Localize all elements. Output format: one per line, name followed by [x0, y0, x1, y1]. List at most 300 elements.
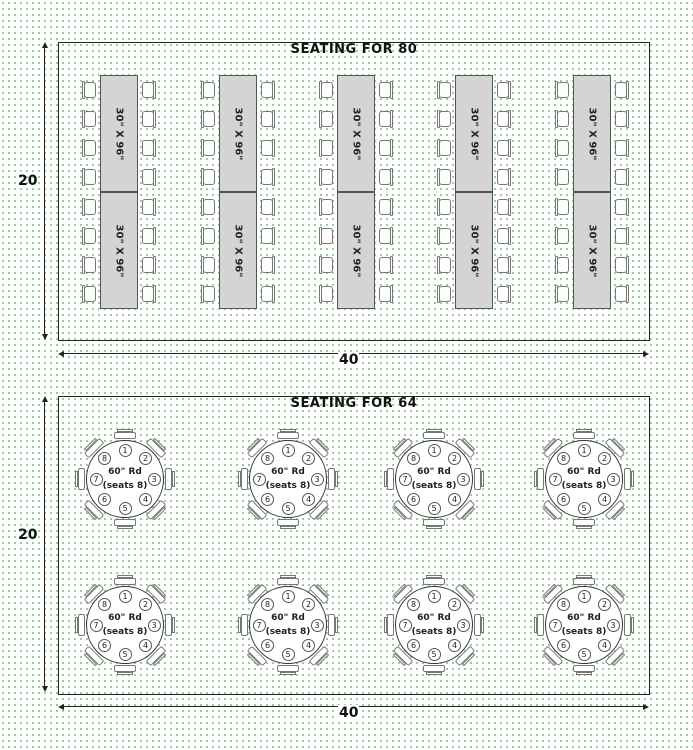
seat-number: 5 — [428, 648, 441, 661]
chair — [377, 81, 393, 99]
seat-number: 5 — [578, 502, 591, 515]
rectangular-table-label: 30" X 96" — [586, 107, 598, 160]
chair-seat — [203, 82, 215, 98]
chair-back — [319, 227, 322, 245]
rectangular-table — [337, 75, 375, 192]
seat-number: 4 — [302, 493, 315, 506]
round-table-chair — [384, 468, 394, 490]
round-chair-seat — [114, 578, 136, 585]
chair — [495, 110, 511, 128]
round-chair-seat — [573, 432, 595, 439]
chair-back — [437, 256, 440, 274]
chair-back — [272, 81, 275, 99]
chair — [555, 168, 571, 186]
round-table-chair — [328, 468, 338, 490]
seat-number: 6 — [261, 493, 274, 506]
round-chair-seat — [165, 468, 172, 490]
chair-seat — [439, 228, 451, 244]
chair-back — [437, 227, 440, 245]
chair-seat — [557, 140, 569, 156]
round-chair-back — [631, 617, 634, 633]
seat-number: 1 — [282, 444, 295, 457]
round-table-capacity-label: (seats 8) — [102, 627, 148, 637]
chair-back — [201, 256, 204, 274]
chair-seat — [557, 257, 569, 273]
chair — [140, 81, 156, 99]
chair-back — [390, 81, 393, 99]
round-chair-back — [335, 471, 338, 487]
round-table-capacity-label: (seats 8) — [102, 481, 148, 491]
chair — [495, 198, 511, 216]
chair-back — [437, 110, 440, 128]
chair-seat — [84, 257, 96, 273]
chair — [201, 256, 217, 274]
chair — [259, 81, 275, 99]
chair-seat — [321, 111, 333, 127]
round-table-chair — [474, 614, 484, 636]
rectangular-table — [219, 192, 257, 309]
chair — [377, 168, 393, 186]
round-table-capacity-label: (seats 8) — [411, 627, 457, 637]
chair-back — [153, 227, 156, 245]
round-table-chair — [573, 575, 595, 585]
chair — [377, 285, 393, 303]
bottom-height-dimension-line — [44, 400, 45, 690]
bottom-width-arrow-right — [643, 704, 649, 710]
chair — [613, 110, 629, 128]
chair-back — [390, 285, 393, 303]
round-chair-seat — [78, 614, 85, 636]
chair — [201, 110, 217, 128]
seat-number: 6 — [557, 639, 570, 652]
round-chair-seat — [241, 468, 248, 490]
chair-seat — [557, 82, 569, 98]
round-chair-back — [481, 617, 484, 633]
chair-back — [153, 168, 156, 186]
round-chair-seat — [328, 614, 335, 636]
chair-back — [201, 227, 204, 245]
round-table-chair — [384, 614, 394, 636]
chair — [495, 168, 511, 186]
chair-back — [201, 168, 204, 186]
chair-seat — [84, 169, 96, 185]
chair — [319, 256, 335, 274]
top-width-label: 40 — [339, 352, 359, 368]
chair-back — [201, 198, 204, 216]
rectangular-table-label: 30" X 96" — [232, 107, 244, 160]
round-table-size-label: 60" Rd — [567, 467, 601, 477]
chair-back — [272, 285, 275, 303]
chair — [82, 168, 98, 186]
round-table-chair — [114, 429, 136, 439]
seat-number: 5 — [282, 648, 295, 661]
chair — [555, 227, 571, 245]
round-table-chair — [328, 614, 338, 636]
round-table-capacity-label: (seats 8) — [411, 481, 457, 491]
chair — [555, 285, 571, 303]
top-height-dimension-line — [44, 46, 45, 339]
chair-back — [626, 227, 629, 245]
bottom-height-label: 20 — [18, 527, 38, 543]
seat-number: 4 — [448, 493, 461, 506]
round-chair-back — [280, 526, 296, 529]
chair — [555, 139, 571, 157]
rectangular-table-label: 30" X 96" — [232, 224, 244, 277]
round-chair-seat — [423, 665, 445, 672]
seat-number: 7 — [253, 619, 266, 632]
round-chair-back — [576, 672, 592, 675]
top-panel-title: SEATING FOR 80 — [290, 42, 418, 57]
round-chair-back — [576, 526, 592, 529]
round-table-size-label: 60" Rd — [271, 613, 305, 623]
chair-back — [626, 139, 629, 157]
rectangular-table — [573, 75, 611, 192]
chair-back — [319, 81, 322, 99]
round-chair-seat — [277, 578, 299, 585]
chair — [437, 227, 453, 245]
seat-number: 7 — [90, 619, 103, 632]
chair-seat — [321, 169, 333, 185]
rectangular-table-label: 30" X 96" — [350, 107, 362, 160]
chair-back — [153, 256, 156, 274]
top-seating-panel — [58, 42, 650, 341]
chair-seat — [321, 82, 333, 98]
round-chair-seat — [241, 614, 248, 636]
seat-number: 6 — [98, 493, 111, 506]
seat-number: 4 — [302, 639, 315, 652]
seat-number: 3 — [457, 473, 470, 486]
chair-back — [508, 256, 511, 274]
chair-back — [319, 139, 322, 157]
chair-back — [437, 139, 440, 157]
seat-number: 2 — [139, 452, 152, 465]
chair — [140, 139, 156, 157]
round-table-chair — [165, 468, 175, 490]
chair-seat — [557, 169, 569, 185]
chair-back — [555, 168, 558, 186]
seat-number: 5 — [578, 648, 591, 661]
seat-number: 4 — [598, 493, 611, 506]
chair-seat — [321, 199, 333, 215]
rectangular-table — [100, 192, 138, 309]
bottom-height-arrow-up — [42, 396, 48, 402]
round-chair-seat — [474, 614, 481, 636]
chair-seat — [84, 228, 96, 244]
chair-back — [626, 81, 629, 99]
chair-back — [626, 168, 629, 186]
chair — [140, 168, 156, 186]
chair-back — [626, 198, 629, 216]
chair — [259, 139, 275, 157]
chair-seat — [203, 140, 215, 156]
chair-back — [626, 110, 629, 128]
chair — [495, 139, 511, 157]
seat-number: 2 — [139, 598, 152, 611]
chair-seat — [557, 228, 569, 244]
round-chair-back — [426, 672, 442, 675]
chair — [613, 256, 629, 274]
rectangular-table — [100, 75, 138, 192]
chair-back — [201, 139, 204, 157]
seat-number: 3 — [311, 473, 324, 486]
chair — [319, 285, 335, 303]
chair — [437, 198, 453, 216]
chair — [259, 256, 275, 274]
round-table-chair — [75, 614, 85, 636]
rectangular-table-label: 30" X 96" — [113, 224, 125, 277]
chair — [82, 227, 98, 245]
chair — [259, 198, 275, 216]
seat-number: 2 — [448, 598, 461, 611]
round-table-chair — [534, 468, 544, 490]
chair-back — [437, 285, 440, 303]
chair — [377, 139, 393, 157]
chair-seat — [203, 257, 215, 273]
round-chair-seat — [277, 665, 299, 672]
chair — [259, 285, 275, 303]
seat-number: 8 — [557, 598, 570, 611]
chair-seat — [439, 169, 451, 185]
seat-number: 8 — [557, 452, 570, 465]
chair-seat — [557, 111, 569, 127]
bottom-seating-panel — [58, 396, 650, 695]
round-table-chair — [534, 614, 544, 636]
rectangular-table-label: 30" X 96" — [468, 224, 480, 277]
seat-number: 6 — [407, 493, 420, 506]
seat-number: 4 — [448, 639, 461, 652]
chair — [437, 256, 453, 274]
seat-number: 6 — [557, 493, 570, 506]
chair-seat — [203, 228, 215, 244]
round-chair-seat — [423, 578, 445, 585]
seat-number: 6 — [98, 639, 111, 652]
chair-seat — [439, 140, 451, 156]
chair — [82, 139, 98, 157]
chair — [495, 285, 511, 303]
chair — [437, 139, 453, 157]
chair — [201, 198, 217, 216]
round-chair-back — [426, 526, 442, 529]
seat-number: 3 — [607, 473, 620, 486]
top-width-arrow-right — [643, 351, 649, 357]
seat-number: 6 — [261, 639, 274, 652]
chair-back — [319, 110, 322, 128]
round-chair-seat — [114, 432, 136, 439]
chair — [140, 285, 156, 303]
top-height-arrow-down — [42, 334, 48, 340]
seat-number: 8 — [261, 452, 274, 465]
round-chair-back — [335, 617, 338, 633]
chair — [259, 110, 275, 128]
seat-number: 4 — [139, 639, 152, 652]
chair-seat — [439, 111, 451, 127]
bottom-width-arrow-left — [58, 704, 64, 710]
seat-number: 7 — [253, 473, 266, 486]
round-chair-seat — [387, 468, 394, 490]
chair — [555, 110, 571, 128]
chair — [82, 285, 98, 303]
seat-number: 5 — [282, 502, 295, 515]
round-chair-back — [631, 471, 634, 487]
chair-back — [555, 81, 558, 99]
seat-number: 7 — [549, 619, 562, 632]
chair — [437, 285, 453, 303]
round-chair-seat — [624, 468, 631, 490]
seat-number: 7 — [549, 473, 562, 486]
chair-back — [82, 110, 85, 128]
chair — [201, 285, 217, 303]
chair — [613, 139, 629, 157]
seat-number: 8 — [407, 598, 420, 611]
chair — [319, 227, 335, 245]
rectangular-table — [337, 192, 375, 309]
chair-seat — [557, 286, 569, 302]
chair-back — [201, 110, 204, 128]
chair-back — [82, 139, 85, 157]
round-table-chair — [114, 519, 136, 529]
round-chair-back — [481, 471, 484, 487]
chair-back — [272, 110, 275, 128]
chair — [82, 110, 98, 128]
chair — [140, 110, 156, 128]
chair — [319, 198, 335, 216]
chair — [613, 168, 629, 186]
round-table-chair — [75, 468, 85, 490]
chair-back — [319, 256, 322, 274]
round-table-capacity-label: (seats 8) — [265, 627, 311, 637]
chair-back — [272, 256, 275, 274]
chair-back — [508, 227, 511, 245]
chair — [377, 227, 393, 245]
chair-back — [555, 139, 558, 157]
round-table-chair — [165, 614, 175, 636]
round-table-chair — [573, 429, 595, 439]
chair — [613, 81, 629, 99]
round-table-capacity-label: (seats 8) — [265, 481, 311, 491]
chair — [82, 256, 98, 274]
seat-number: 8 — [98, 452, 111, 465]
seat-number: 8 — [98, 598, 111, 611]
round-table-chair — [624, 614, 634, 636]
round-table-chair — [423, 519, 445, 529]
chair — [437, 110, 453, 128]
round-table-chair — [573, 519, 595, 529]
chair — [82, 81, 98, 99]
round-table-size-label: 60" Rd — [417, 467, 451, 477]
chair-back — [319, 285, 322, 303]
seat-number: 1 — [578, 444, 591, 457]
chair — [259, 168, 275, 186]
chair — [140, 256, 156, 274]
chair — [201, 139, 217, 157]
rectangular-table-label: 30" X 96" — [586, 224, 598, 277]
round-table-chair — [573, 665, 595, 675]
round-chair-seat — [114, 519, 136, 526]
seat-number: 3 — [607, 619, 620, 632]
round-chair-seat — [387, 614, 394, 636]
seat-number: 2 — [302, 598, 315, 611]
chair-back — [272, 139, 275, 157]
seat-number: 5 — [119, 648, 132, 661]
chair-back — [153, 139, 156, 157]
chair-back — [82, 168, 85, 186]
chair-back — [555, 285, 558, 303]
chair-seat — [203, 169, 215, 185]
round-chair-seat — [78, 468, 85, 490]
chair-seat — [203, 286, 215, 302]
chair-back — [437, 168, 440, 186]
chair-back — [508, 285, 511, 303]
chair-back — [153, 198, 156, 216]
round-table-chair — [423, 575, 445, 585]
seat-number: 2 — [598, 452, 611, 465]
round-table-capacity-label: (seats 8) — [561, 481, 607, 491]
round-chair-seat — [573, 578, 595, 585]
chair — [613, 285, 629, 303]
round-table-chair — [474, 468, 484, 490]
round-chair-back — [117, 672, 133, 675]
round-chair-back — [172, 617, 175, 633]
round-chair-back — [172, 471, 175, 487]
chair — [259, 227, 275, 245]
chair — [437, 168, 453, 186]
rectangular-table-label: 30" X 96" — [113, 107, 125, 160]
top-height-arrow-up — [42, 42, 48, 48]
round-table-chair — [238, 468, 248, 490]
chair-back — [82, 256, 85, 274]
chair — [319, 168, 335, 186]
rectangular-table-label: 30" X 96" — [468, 107, 480, 160]
round-chair-seat — [328, 468, 335, 490]
round-table-chair — [277, 575, 299, 585]
round-table-chair — [277, 519, 299, 529]
chair-back — [508, 110, 511, 128]
round-chair-seat — [573, 519, 595, 526]
seat-number: 8 — [407, 452, 420, 465]
chair-seat — [84, 111, 96, 127]
round-table-chair — [624, 468, 634, 490]
chair — [319, 139, 335, 157]
chair — [377, 110, 393, 128]
chair-back — [82, 285, 85, 303]
round-chair-seat — [277, 519, 299, 526]
seat-number: 7 — [399, 619, 412, 632]
round-table-chair — [423, 429, 445, 439]
chair-seat — [439, 257, 451, 273]
round-chair-back — [280, 672, 296, 675]
chair-back — [153, 110, 156, 128]
seat-number: 1 — [428, 590, 441, 603]
chair-seat — [321, 228, 333, 244]
chair — [319, 110, 335, 128]
chair-back — [201, 285, 204, 303]
round-table-chair — [114, 575, 136, 585]
bottom-width-label: 40 — [339, 705, 359, 721]
chair — [201, 81, 217, 99]
round-table-size-label: 60" Rd — [108, 467, 142, 477]
chair-back — [437, 81, 440, 99]
chair — [555, 81, 571, 99]
chair — [495, 256, 511, 274]
round-table-chair — [238, 614, 248, 636]
seat-number: 3 — [148, 619, 161, 632]
round-chair-seat — [573, 665, 595, 672]
round-table-chair — [277, 429, 299, 439]
chair-seat — [84, 140, 96, 156]
seat-number: 2 — [448, 452, 461, 465]
chair-back — [555, 198, 558, 216]
chair-back — [508, 198, 511, 216]
